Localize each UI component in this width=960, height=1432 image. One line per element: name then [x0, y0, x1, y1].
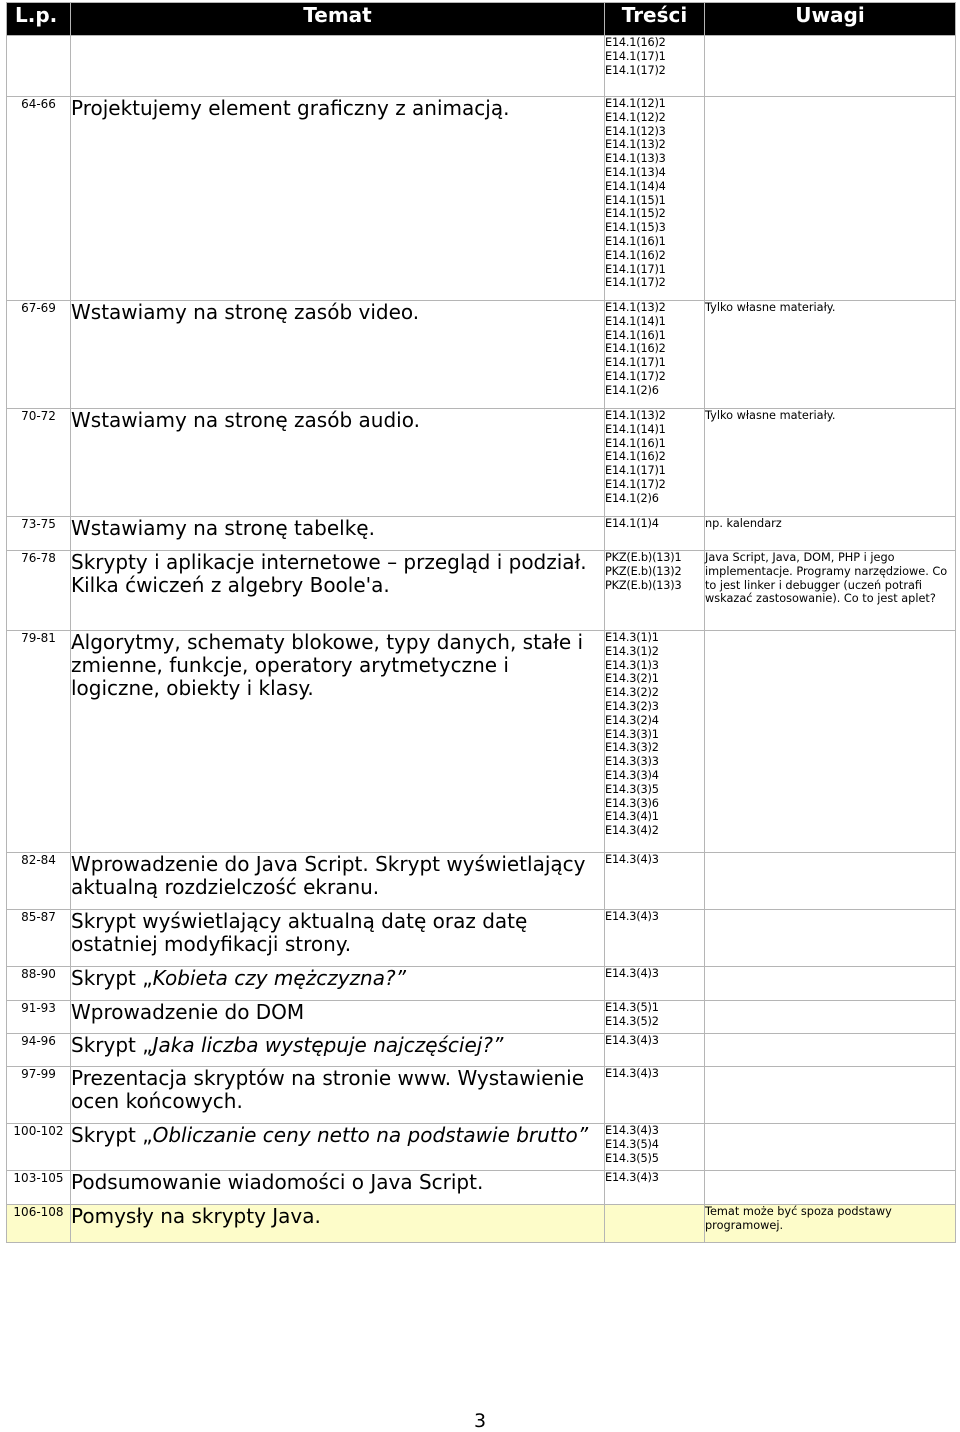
curriculum-code: E14.3(1)1 [605, 631, 659, 644]
curriculum-code: E14.3(4)3 [605, 967, 659, 980]
lesson-notes: Tylko własne materiały. [705, 301, 956, 409]
table-row [7, 97, 956, 301]
curriculum-code: E14.1(17)1 [605, 262, 666, 276]
curriculum-code: PKZ(E.b)(13)2 [605, 564, 682, 578]
lesson-topic: Skrypt wyświetlający aktualną datę oraz datę ostatniej modyfikacji strony. [71, 910, 605, 967]
table-row [7, 1124, 956, 1171]
lesson-number: 106-108 [7, 1205, 71, 1243]
curriculum-code: PKZ(E.b)(13)1 [605, 551, 682, 564]
lesson-number: 79-81 [7, 631, 71, 853]
curriculum-code: E14.1(2)6 [605, 383, 659, 397]
table-row [7, 36, 956, 97]
curriculum-code: E14.3(1)2 [605, 644, 659, 658]
table-body [7, 36, 956, 1243]
header-content: Treści [605, 3, 705, 36]
curriculum-code: E14.1(12)2 [605, 110, 666, 124]
lesson-notes [705, 1171, 956, 1205]
topic-italic: Jaka liczba występuje najczęściej? [152, 1033, 493, 1057]
lesson-number: 97-99 [7, 1067, 71, 1124]
curriculum-code: E14.1(16)1 [605, 328, 666, 342]
curriculum-code: E14.3(4)2 [605, 824, 659, 838]
curriculum-codes [605, 551, 705, 631]
curriculum-code: E14.1(17)1 [605, 49, 666, 63]
lesson-topic: Wprowadzenie do DOM [71, 1001, 605, 1034]
curriculum-code: E14.1(17)1 [605, 356, 666, 370]
curriculum-code: E14.3(1)3 [605, 658, 659, 672]
curriculum-code: E14.1(13)2 [605, 138, 666, 152]
lesson-notes: np. kalendarz [705, 517, 956, 551]
table-row [7, 551, 956, 631]
curriculum-codes [605, 301, 705, 409]
lesson-number: 70-72 [7, 409, 71, 517]
lesson-number: 73-75 [7, 517, 71, 551]
table-row [7, 1001, 956, 1034]
lesson-notes [705, 1034, 956, 1067]
curriculum-code: E14.1(13)3 [605, 152, 666, 166]
header-topic: Temat [71, 3, 605, 36]
curriculum-code: E14.1(13)2 [605, 409, 666, 422]
lesson-number: 67-69 [7, 301, 71, 409]
lesson-topic [71, 1034, 605, 1067]
curriculum-code: E14.1(16)1 [605, 234, 666, 248]
lesson-notes: Temat może być spoza podstawy programowej. [705, 1205, 956, 1243]
curriculum-codes [605, 1205, 705, 1243]
curriculum-codes [605, 1067, 705, 1124]
curriculum-code: E14.3(3)4 [605, 768, 659, 782]
curriculum-code: E14.1(17)2 [605, 369, 666, 383]
lesson-number: 103-105 [7, 1171, 71, 1205]
curriculum-table [6, 2, 956, 1243]
curriculum-codes [605, 631, 705, 853]
curriculum-code: E14.1(15)2 [605, 207, 666, 221]
table-row [7, 1205, 956, 1243]
lesson-notes [705, 853, 956, 910]
table-row [7, 910, 956, 967]
curriculum-codes [605, 910, 705, 967]
lesson-notes: Tylko własne materiały. [705, 409, 956, 517]
curriculum-code: E14.1(17)2 [605, 63, 666, 77]
table-row [7, 517, 956, 551]
lesson-number: 85-87 [7, 910, 71, 967]
curriculum-codes [605, 1124, 705, 1171]
curriculum-code: E14.1(16)2 [605, 342, 666, 356]
table-row [7, 1034, 956, 1067]
lesson-number: 88-90 [7, 967, 71, 1001]
curriculum-codes [605, 1034, 705, 1067]
curriculum-codes [605, 517, 705, 551]
curriculum-code: E14.3(2)4 [605, 713, 659, 727]
curriculum-code: E14.1(15)1 [605, 193, 666, 207]
topic-suffix: ” [492, 1033, 504, 1057]
curriculum-code: E14.1(16)1 [605, 436, 666, 450]
lesson-notes [705, 1124, 956, 1171]
curriculum-code: E14.3(3)3 [605, 755, 659, 769]
curriculum-code: E14.1(16)2 [605, 450, 666, 464]
curriculum-code: E14.3(4)3 [605, 1034, 659, 1047]
topic-prefix: Skrypt „ [71, 966, 153, 990]
curriculum-code: E14.3(3)6 [605, 796, 659, 810]
curriculum-code: E14.3(2)2 [605, 686, 659, 700]
lesson-number: 94-96 [7, 1034, 71, 1067]
curriculum-codes [605, 36, 705, 97]
table-row [7, 1067, 956, 1124]
table-row [7, 409, 956, 517]
topic-suffix: ” [577, 1123, 589, 1147]
lesson-topic: Wprowadzenie do Java Script. Skrypt wyświetlający aktualną rozdzielczość ekranu. [71, 853, 605, 910]
table-row [7, 301, 956, 409]
lesson-topic: Wstawiamy na stronę tabelkę. [71, 517, 605, 551]
lesson-number: 100-102 [7, 1124, 71, 1171]
curriculum-codes [605, 1001, 705, 1034]
curriculum-code: E14.3(5)4 [605, 1137, 659, 1151]
curriculum-codes [605, 409, 705, 517]
curriculum-code: E14.1(17)2 [605, 477, 666, 491]
curriculum-code: E14.1(13)2 [605, 301, 666, 314]
lesson-number: 76-78 [7, 551, 71, 631]
curriculum-code: E14.1(2)6 [605, 491, 659, 505]
curriculum-code: E14.1(17)1 [605, 464, 666, 478]
topic-italic: Obliczanie ceny netto na podstawie brutto [152, 1123, 578, 1147]
lesson-topic: Skrypty i aplikacje internetowe – przegląd i podział. Kilka ćwiczeń z algebry Boole'a. [71, 551, 605, 631]
topic-prefix: Skrypt „ [71, 1123, 153, 1147]
lesson-notes [705, 36, 956, 97]
curriculum-codes [605, 1171, 705, 1205]
lesson-number [7, 36, 71, 97]
lesson-topic: Projektujemy element graficzny z animacją. [71, 97, 605, 301]
lesson-topic: Wstawiamy na stronę zasób video. [71, 301, 605, 409]
lesson-notes [705, 910, 956, 967]
lesson-notes [705, 631, 956, 853]
curriculum-codes [605, 97, 705, 301]
lesson-notes: Java Script, Java, DOM, PHP i jego implementacje. Programy narzędziowe. Co to jest linker i debugger (uczeń potrafi wskazać zastosowanie). Co to jest aplet? [705, 551, 956, 631]
lesson-topic [71, 967, 605, 1001]
table-row [7, 853, 956, 910]
curriculum-code: E14.3(5)1 [605, 1001, 659, 1014]
lesson-notes [705, 1001, 956, 1034]
lesson-topic: Algorytmy, schematy blokowe, typy danych, stałe i zmienne, funkcje, operatory arytmetyczne i logiczne, obiekty i klasy. [71, 631, 605, 853]
table-header [7, 3, 956, 36]
curriculum-code: E14.3(2)3 [605, 699, 659, 713]
header-notes: Uwagi [705, 3, 956, 36]
curriculum-code: E14.1(15)3 [605, 221, 666, 235]
topic-suffix: ” [395, 966, 406, 990]
curriculum-code: E14.1(14)4 [605, 179, 666, 193]
curriculum-codes [605, 853, 705, 910]
curriculum-code: E14.1(14)1 [605, 314, 666, 328]
table-row [7, 967, 956, 1001]
lesson-number: 64-66 [7, 97, 71, 301]
page-number: 3 [473, 1410, 487, 1432]
lesson-topic [71, 36, 605, 97]
curriculum-code: E14.3(3)1 [605, 727, 659, 741]
header-lp: L.p. [7, 3, 71, 36]
curriculum-codes [605, 967, 705, 1001]
curriculum-code: E14.3(5)5 [605, 1151, 659, 1165]
curriculum-code: E14.3(4)3 [605, 853, 659, 866]
table-row [7, 631, 956, 853]
lesson-number: 91-93 [7, 1001, 71, 1034]
topic-prefix: Skrypt „ [71, 1033, 153, 1057]
curriculum-code: E14.3(4)3 [605, 1067, 659, 1080]
lesson-notes [705, 97, 956, 301]
lesson-notes [705, 1067, 956, 1124]
lesson-topic: Wstawiamy na stronę zasób audio. [71, 409, 605, 517]
lesson-topic [71, 1124, 605, 1171]
lesson-notes [705, 967, 956, 1001]
curriculum-code: E14.1(14)1 [605, 422, 666, 436]
curriculum-code: E14.3(4)3 [605, 1124, 659, 1137]
lesson-topic: Pomysły na skrypty Java. [71, 1205, 605, 1243]
curriculum-code: PKZ(E.b)(13)3 [605, 578, 682, 592]
curriculum-code: E14.1(13)4 [605, 165, 666, 179]
curriculum-code: E14.3(2)1 [605, 672, 659, 686]
curriculum-code: E14.3(4)1 [605, 810, 659, 824]
lesson-number: 82-84 [7, 853, 71, 910]
curriculum-code: E14.1(12)3 [605, 124, 666, 138]
curriculum-code: E14.1(16)2 [605, 36, 666, 49]
topic-italic: Kobieta czy mężczyzna? [152, 966, 396, 990]
curriculum-code: E14.3(4)3 [605, 1171, 659, 1184]
curriculum-code: E14.1(17)2 [605, 276, 666, 290]
curriculum-code: E14.1(12)1 [605, 97, 666, 110]
lesson-topic: Podsumowanie wiadomości o Java Script. [71, 1171, 605, 1205]
curriculum-code: E14.3(4)3 [605, 910, 659, 923]
lesson-topic: Prezentacja skryptów na stronie www. Wystawienie ocen końcowych. [71, 1067, 605, 1124]
curriculum-code: E14.3(3)5 [605, 782, 659, 796]
curriculum-code: E14.1(1)4 [605, 517, 659, 530]
table-row [7, 1171, 956, 1205]
curriculum-code: E14.1(16)2 [605, 248, 666, 262]
curriculum-code: E14.3(3)2 [605, 741, 659, 755]
curriculum-code: E14.3(5)2 [605, 1014, 659, 1028]
